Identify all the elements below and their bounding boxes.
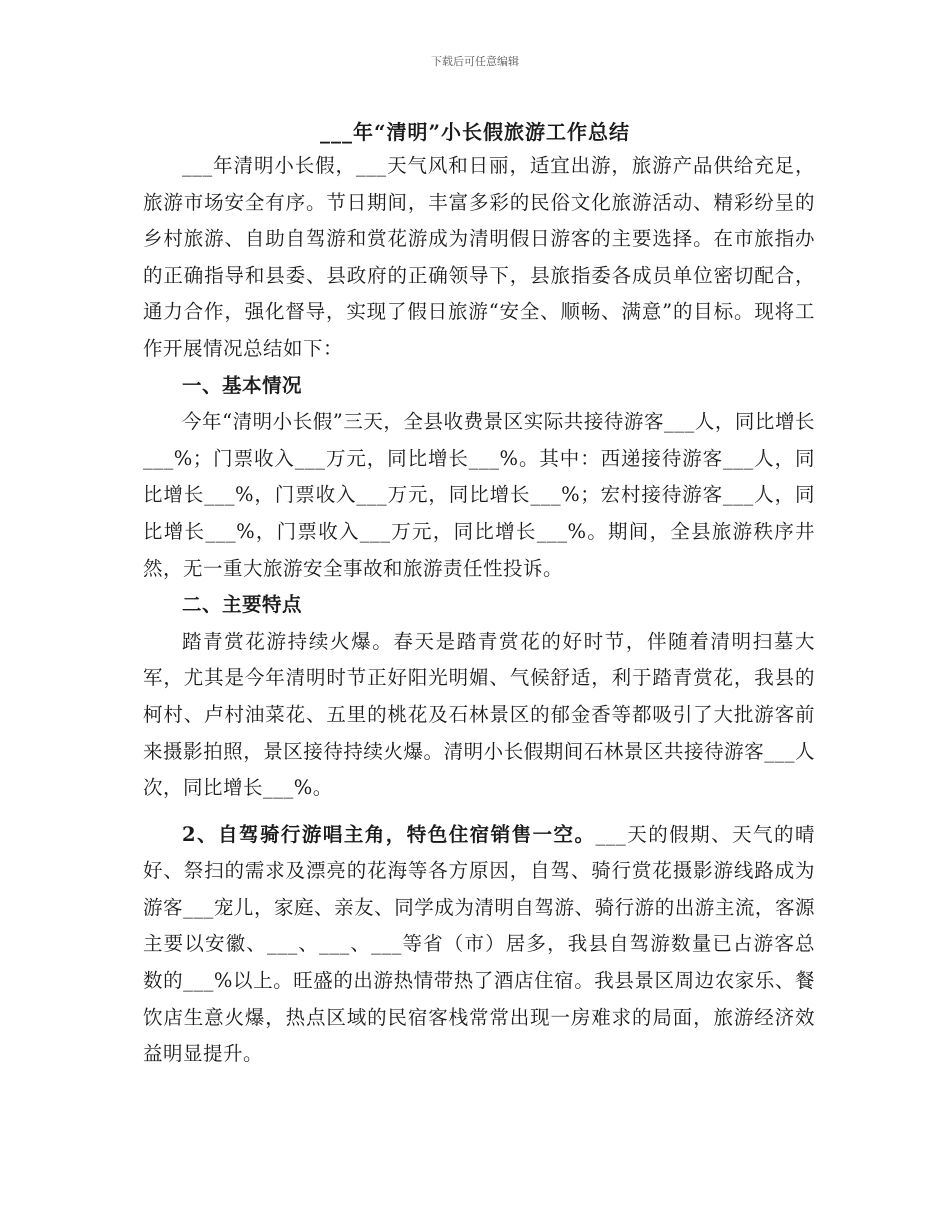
document-body bbox=[143, 148, 815, 1073]
feature-spring-outing-paragraph: 踏青赏花游持续火爆。春天是踏青赏花的好时节，伴随着清明扫墓大军，尤其是今年清明时节正好阳光明媚、气候舒适，利于踏青赏花，我县的柯村、卢村油菜花、五里的桃花及石林景区的郁金香等都吸引了大批游客前来摄影拍照，景区接待持续火爆。清明小长假期间石林景区共接待游客___人次，同比增长___%。 bbox=[143, 629, 815, 800]
header-note: 下载后可任意编辑 bbox=[431, 55, 519, 68]
feature-self-driving-lead: 2、自驾骑行游唱主角，特色住宿销售一空。 bbox=[182, 822, 596, 846]
intro-paragraph: ___年清明小长假，___天气风和日丽，适宜出游，旅游产品供给充足，旅游市场安全有序。节日期间，丰富多彩的民俗文化旅游活动、精彩纷呈的乡村旅游、自助自驾游和赏花游成为清明假日游客的主要选择。在市旅指办的正确指导和县委、县政府的正确领导下，县旅指委各成员单位密切配合，通力合作，强化督导，实现了假日旅游“安全、顺畅、满意”的目标。现将工作开展情况总结如下： bbox=[143, 154, 815, 360]
basic-situation-paragraph: 今年“清明小长假”三天，全县收费景区实际共接待游客___人，同比增长___%；门票收入___万元，同比增长___%。其中：西递接待游客___人，同比增长___%，门票收入___万元，同比增长___%；宏村接待游客___人，同比增长___%，门票收入___万元，同比增长___%。期间，全县旅游秩序井然，无一重大旅游安全事故和旅游责任性投诉。 bbox=[143, 410, 815, 580]
feature-self-driving-body: ___天的假期、天气的晴好、祭扫的需求及漂亮的花海等各方原因，自驾、骑行赏花摄影游线路成为游客___宠儿，家庭、亲友、同学成为清明自驾游、骑行游的出游主流，客源主要以安徽、___、___、___等省（市）居多，我县自驾游数量已占游客总数的___%以上。旺盛的出游热情带热了酒店住宿。我县景区周边农家乐、餐饮店生意火爆，热点区域的民宿客栈常常出现一房难求的局面，旅游经济效益明显提升。 bbox=[143, 822, 815, 1066]
feature-self-driving-paragraph bbox=[143, 817, 815, 1073]
section-heading-basic: 一、基本情况 bbox=[182, 373, 303, 397]
document-title: ___年“清明”小长假旅游工作总结 bbox=[319, 120, 630, 144]
section-heading-features: 二、主要特点 bbox=[182, 593, 303, 617]
